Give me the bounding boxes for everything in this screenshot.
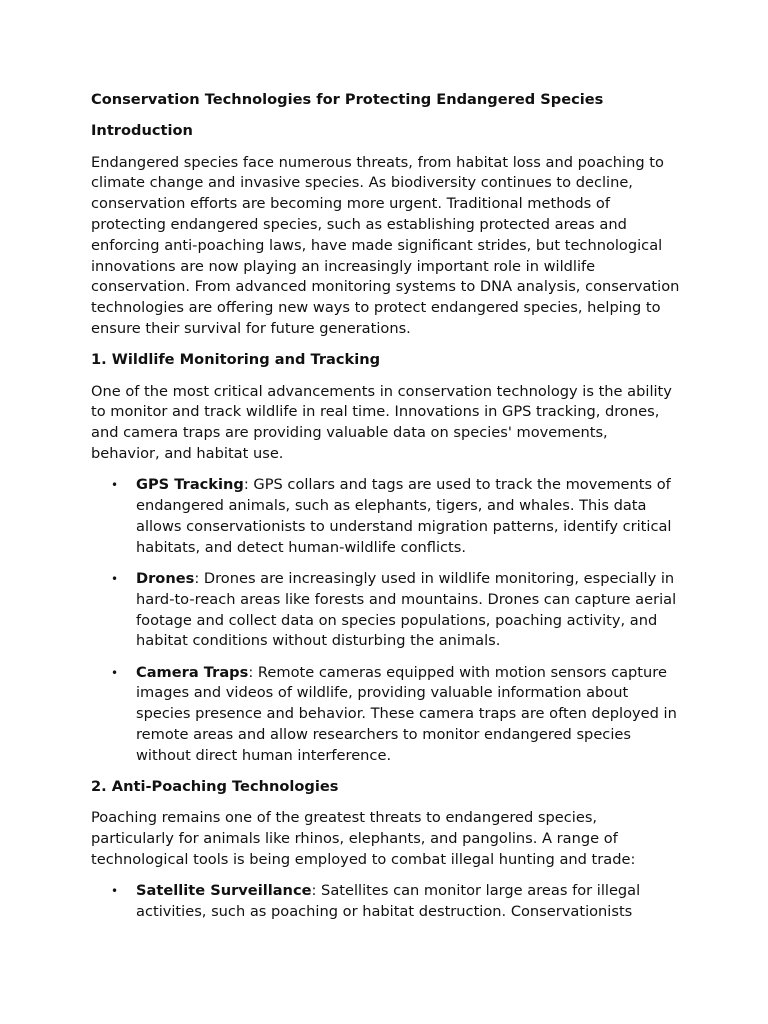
- document-page: [91, 90, 681, 933]
- list-item-term: GPS Tracking: [136, 476, 244, 494]
- section-paragraph: One of the most critical advancements in conservation technology is the ability to monitor and track wildlife in real time. Innovations in GPS tracking, drones, and camera traps are providing valuable data on species' movements, behavior, and habitat use.: [91, 382, 672, 462]
- section-heading: 1. Wildlife Monitoring and Tracking: [91, 351, 381, 369]
- section-wildlife-monitoring: [91, 350, 681, 766]
- list-item-drones: [91, 569, 681, 652]
- list-item-text: : Drones are increasingly used in wildlife monitoring, especially in hard-to-reach areas like forests and mountains. Drones can capture aerial footage and collect data on species populations, poaching activity, and habitat conditions without disturbing the animals.: [136, 569, 677, 650]
- section-paragraph: Endangered species face numerous threats, from habitat loss and poaching to climate change and invasive species. As biodiversity continues to decline, conservation efforts are becoming more urgent. Traditional methods of protecting endangered species, such as establishing protected areas and enforcing anti-poaching laws, have made significant strides, but technological innovations are now playing an increasingly important role in wildlife conservation. From advanced monitoring systems to DNA analysis, conservation technologies are offering new ways to protect endangered species, helping to ensure their survival for future generations.: [91, 153, 680, 337]
- bullet-icon: •: [111, 665, 119, 680]
- section-paragraph: Poaching remains one of the greatest threats to endangered species, particularly for animals like rhinos, elephants, and pangolins. A range of technological tools is being employed to combat illegal hunting and trade:: [91, 809, 636, 868]
- bullet-icon: •: [111, 884, 119, 899]
- bullet-icon: •: [111, 478, 119, 493]
- section-heading: 2. Anti-Poaching Technologies: [91, 778, 339, 796]
- list-item-term: Satellite Surveillance: [136, 882, 312, 900]
- list-item-gps-tracking: [91, 475, 681, 558]
- list-item-text: : GPS collars and tags are used to track the movements of endangered animals, such as elephants, tigers, and whales. This data allows conservationists to understand migration patterns, identify critical habitats, and detect human-wildlife conflicts.: [136, 476, 672, 556]
- list-item-camera-traps: [91, 663, 681, 767]
- bullet-list: [91, 881, 681, 923]
- list-item-text: : Satellites can monitor large areas for illegal activities, such as poaching or habitat destruction. Conservationists: [136, 882, 641, 921]
- bullet-icon: •: [111, 571, 119, 586]
- bullet-list: [91, 475, 681, 766]
- section-introduction: [91, 121, 681, 339]
- document-title: Conservation Technologies for Protecting Endangered Species: [91, 91, 604, 108]
- list-item-satellite-surveillance: [91, 881, 681, 923]
- list-item-term: Drones: [136, 569, 195, 587]
- list-item-text: : Remote cameras equipped with motion sensors capture images and videos of wildlife, providing valuable information about species presence and behavior. These camera traps are often deployed in remote areas and allow researchers to monitor endangered species without direct human interference.: [136, 663, 677, 764]
- section-anti-poaching: [91, 777, 681, 923]
- list-item-term: Camera Traps: [136, 663, 249, 681]
- section-heading: Introduction: [91, 122, 193, 140]
